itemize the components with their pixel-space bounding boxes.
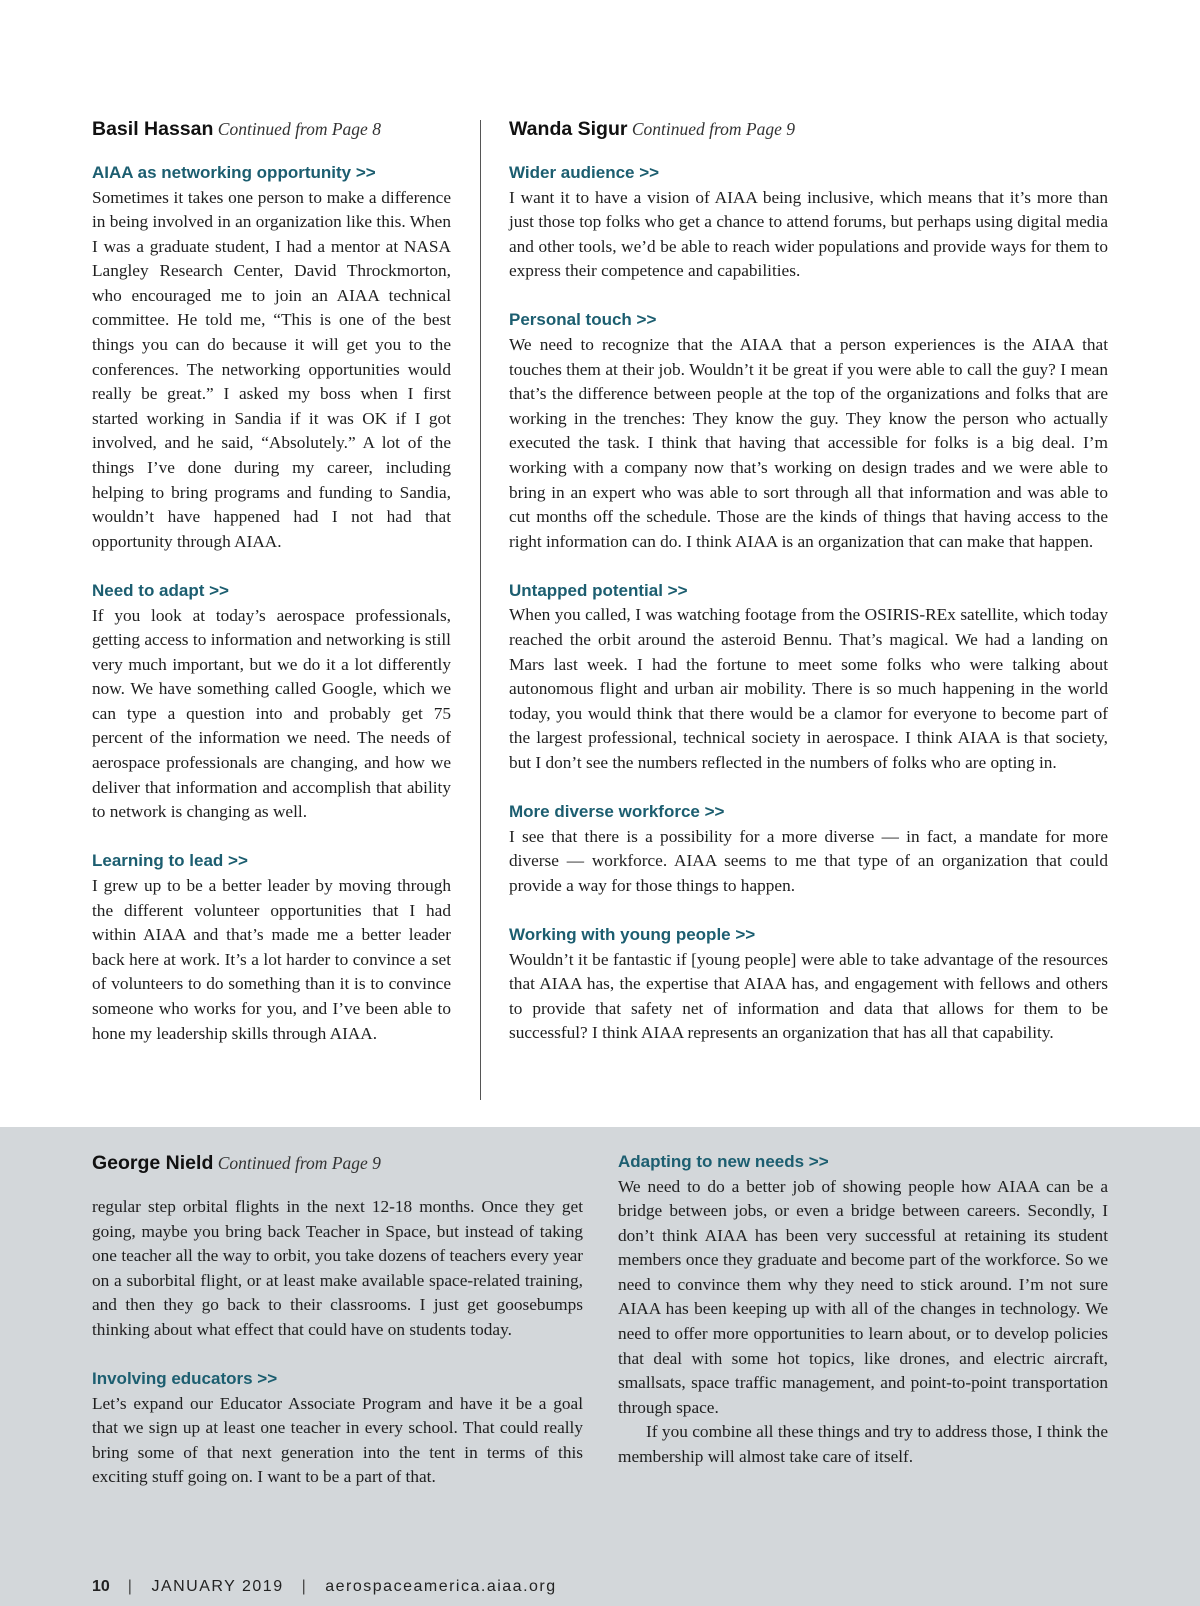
- section-body: If you combine all these things and try to address those, I think the membership will almost take care of itself.: [618, 1422, 1108, 1467]
- section-body: regular step orbital flights in the next 12-18 months. Once they get going, maybe you bring back Teacher in Space, but instead of taking one teacher all the way to orbit, you take dozens of teachers every year on a suborbital flight, or at least make available space-related training, and then they go back to their classrooms. I just get goosebumps thinking about what effect that could have on students today.: [92, 1197, 583, 1339]
- section-body: I grew up to be a better leader by moving through the different volunteer opportunities that I had within AIAA and that’s made me a better leader back here at work. It’s a lot harder to convince a set of volunteers to do something than it is to convince someone who works for you, and I’ve been able to hone my leadership skills through AIAA.: [92, 875, 451, 1043]
- section-heading: Need to adapt >>: [92, 581, 229, 600]
- byline: [92, 1150, 583, 1176]
- website-url: aerospaceamerica.aiaa.org: [325, 1578, 557, 1595]
- section-body: If you look at today’s aerospace professionals, getting access to information and networking is still very much important, but we do it a lot differently now. We have something called Google, which we can type a question into and probably get 75 percent of the information we need. The needs of aerospace professionals are changing, and how we deliver that information and accomplish that ability to network is changing as well.: [92, 605, 451, 822]
- author-name: Basil Hassan: [92, 118, 214, 140]
- section-heading: Adapting to new needs >>: [618, 1152, 829, 1171]
- author-name: George Nield: [92, 1152, 214, 1174]
- page-number: 10: [92, 1578, 110, 1595]
- section-heading: Untapped potential >>: [509, 580, 688, 600]
- page-footer: [92, 1578, 557, 1602]
- byline: [509, 116, 1108, 142]
- george-nield-column-2: [618, 1150, 1108, 1470]
- section-heading: Involving educators >>: [92, 1369, 278, 1389]
- column-divider: [480, 120, 481, 1100]
- section-heading: Wider audience >>: [509, 163, 660, 182]
- section-body: Sometimes it takes one person to make a difference in being involved in an organization like this. When I was a graduate student, I had a mentor at NASA Langley Research Center, David Throckmorton, who encouraged me to join an AIAA technical committee. He told me, “This is one of the best things you can do because it will get you to the conferences. The networking opportunities would really be great.” I asked my boss when I first started working in Sandia if it was OK if I got involved, and he said, “Absolutely.” A lot of the things I’ve done during my career, including helping to bring programs and funding to Sandia, wouldn’t have happened had I not had that opportunity through AIAA.: [92, 187, 451, 551]
- issue-date: JANUARY 2019: [151, 1578, 284, 1595]
- basil-hassan-column: [92, 116, 451, 1046]
- wanda-sigur-column: [509, 116, 1108, 1046]
- footer-separator: |: [127, 1578, 134, 1595]
- section-heading: Learning to lead >>: [92, 851, 248, 871]
- section-body: I want it to have a vision of AIAA being inclusive, which means that it’s more than just those top folks who get a chance to attend forums, but perhaps using digital media and other tools, we’d be able to reach wider populations and provide ways for them to express their competence and capabilities.: [509, 187, 1108, 281]
- section-body: I see that there is a possibility for a more diverse — in fact, a mandate for more diverse — workforce. AIAA seems to me that type of an organization that could provide a way for those things to happen.: [509, 826, 1108, 895]
- section-body: When you called, I was watching footage from the OSIRIS-REx satellite, which today reached the orbit around the asteroid Bennu. That’s magical. We had a landing on Mars last week. I had the fortune to meet some folks who were talking about autonomous flight and urban air mobility. There is so much happening in the world today, you would think that there would be a clamor for everyone to become part of the largest professional, technical society in aerospace. I think AIAA is that society, but I don’t see the numbers reflected in the numbers of folks who are opting in.: [509, 605, 1108, 772]
- section-body: We need to do a better job of showing people how AIAA can be a bridge between jobs, or even a bridge between careers. Secondly, I don’t think AIAA has been very successful at retaining its student members once they graduate and become part of the workforce. So we need to convince them why they need to stick around. I’m not sure AIAA has been keeping up with all of the changes in technology. We need to offer more opportunities to learn about, or to develop policies that deal with some hot topics, like drones, and electric aircraft, smallsats, space traffic management, and point-to-point transportation through space.: [618, 1176, 1108, 1417]
- footer-separator: |: [301, 1578, 308, 1595]
- section-body: Let’s expand our Educator Associate Program and have it be a goal that we sign up at least one teacher in every school. That could really bring some of that next generation into the tent in terms of this exciting stuff going on. I want to be a part of that.: [92, 1393, 583, 1487]
- continued-note: Continued from Page 9: [631, 119, 795, 139]
- section-heading: AIAA as networking opportunity >>: [92, 163, 376, 182]
- section-heading: More diverse workforce >>: [509, 802, 725, 822]
- section-heading: Working with young people >>: [509, 925, 756, 945]
- byline: [92, 116, 451, 142]
- section-heading: Personal touch >>: [509, 310, 657, 330]
- author-name: Wanda Sigur: [509, 118, 628, 140]
- section-body: Wouldn’t it be fantastic if [young people] were able to take advantage of the resources that AIAA has, the expertise that AIAA has, and engagement with fellows and others to provide that safety net of information and data that allows for them to be successful? I think AIAA represents an organization that has all that capability.: [509, 949, 1108, 1043]
- george-nield-column: [92, 1150, 583, 1490]
- continued-note: Continued from Page 9: [217, 1153, 381, 1173]
- continued-note: Continued from Page 8: [217, 119, 381, 139]
- section-body: We need to recognize that the AIAA that a person experiences is the AIAA that touches them at their job. Wouldn’t it be great if you were able to call the guy? I mean that’s the difference between people at the top of the organizations and folks that are working in the trenches: They know the guy. They know the person who actually executed the task. I think that having that accessible for folks is a big deal. I’m working with a company now that’s working on design trades and we were able to bring in an expert who was able to sort through all that information and was able to cut months off the schedule. Those are the kinds of things that having access to the right information can do. I think AIAA is an organization that can make that happen.: [509, 334, 1108, 551]
